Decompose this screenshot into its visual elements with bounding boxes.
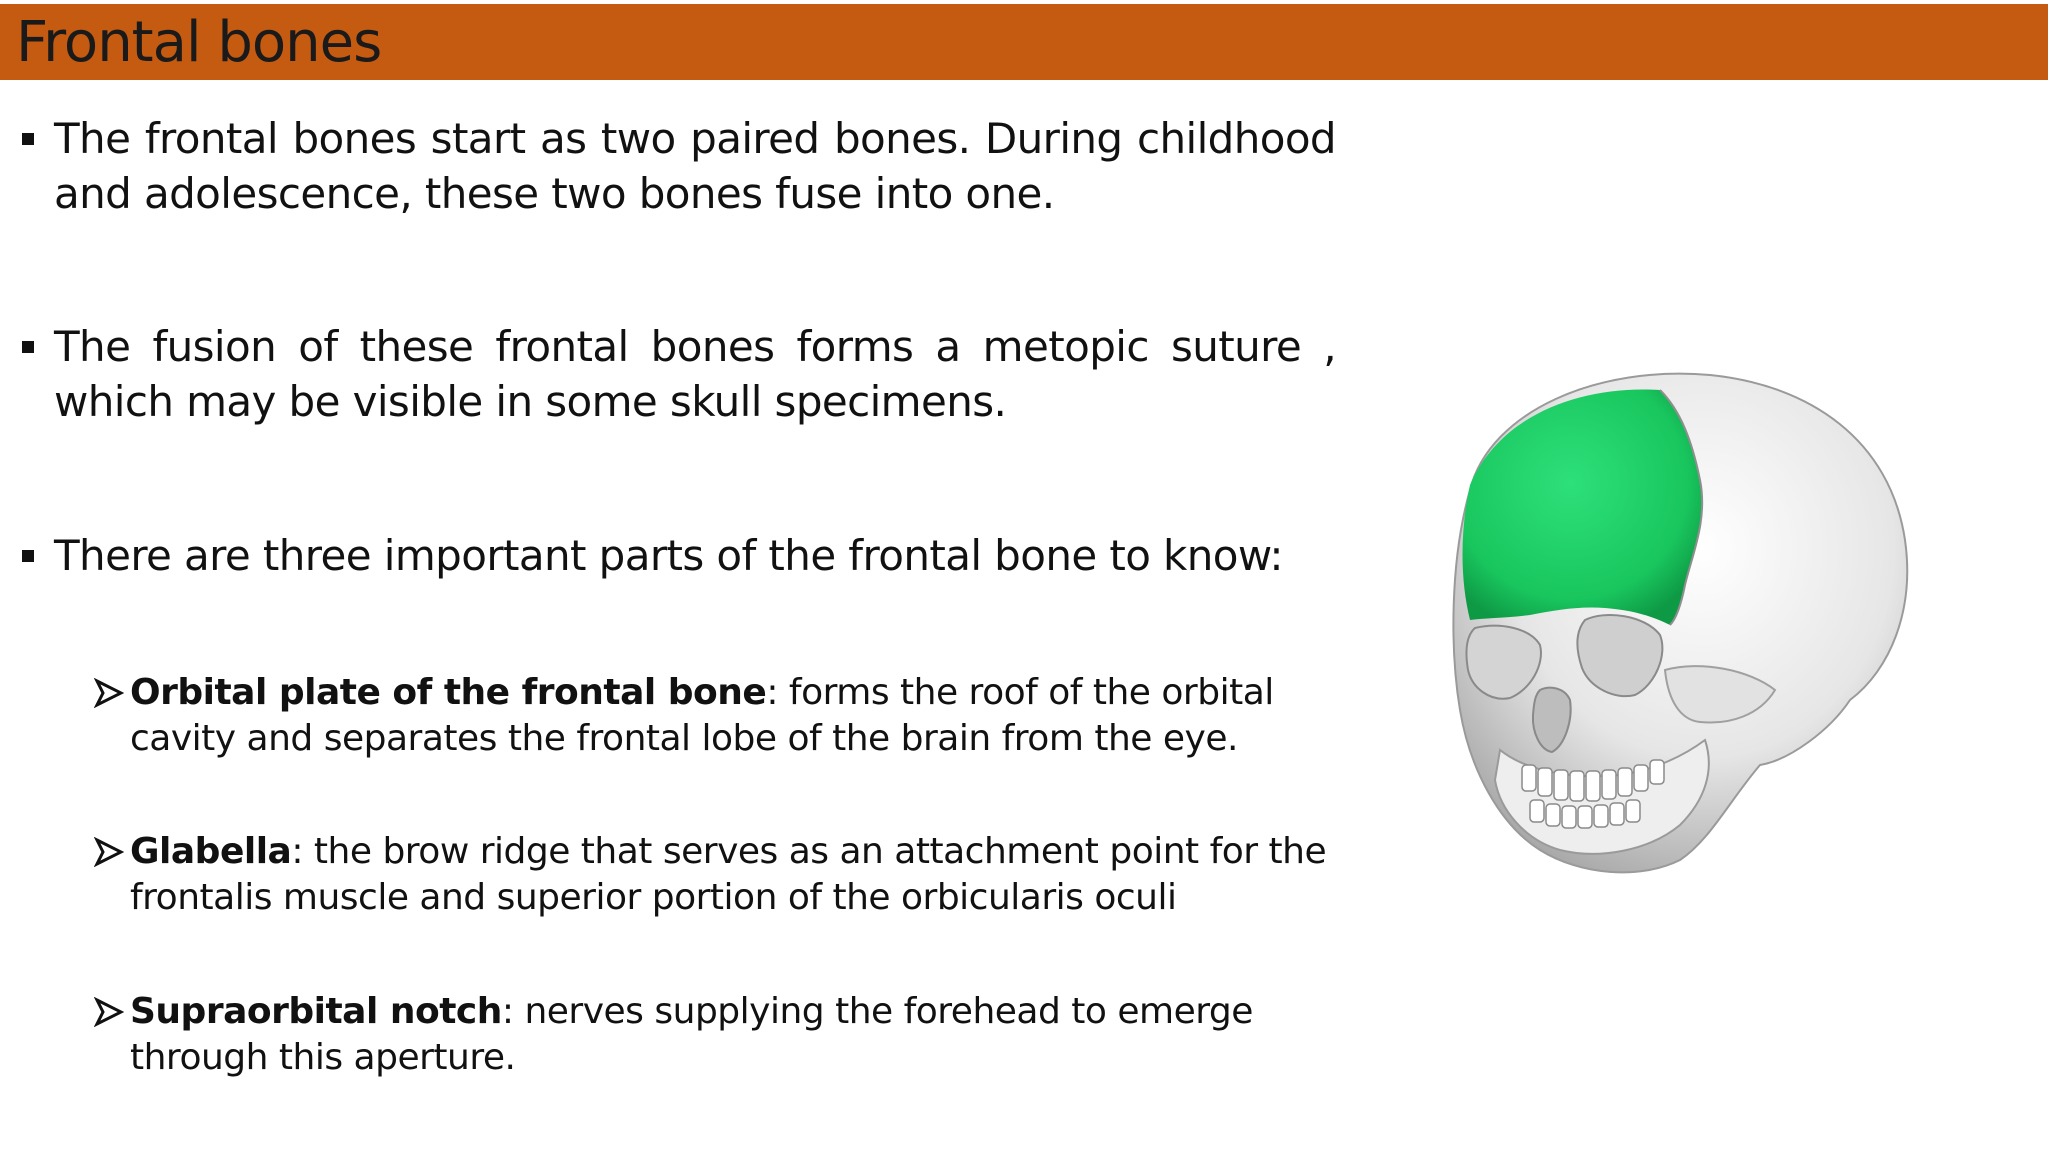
square-bullet-icon	[22, 341, 34, 353]
slide-title: Frontal bones	[16, 10, 382, 75]
arrowhead-bullet-icon	[94, 997, 124, 1027]
square-bullet-icon	[22, 133, 34, 145]
sub-bullet-item	[94, 829, 1344, 921]
sub-bullet-text	[130, 989, 1344, 1081]
bullet-item	[18, 111, 1336, 221]
arrowhead-bullet-icon	[94, 837, 124, 867]
term-description: : forms the roof of the orbital cavity and separates the frontal lobe of the brain from the eye.	[130, 672, 1274, 759]
term-label: Supraorbital notch	[130, 991, 502, 1032]
square-bullet-icon	[22, 550, 34, 562]
term-label: Glabella	[130, 831, 292, 872]
bullet-item	[18, 319, 1336, 429]
bullet-item	[18, 528, 1336, 583]
bullet-text: The frontal bones start as two paired bones. During childhood and adolescence, these two bones fuse into one.	[54, 114, 1336, 218]
sub-bullet-text	[130, 829, 1344, 921]
skull-frontal-bone-illustration	[1430, 370, 1930, 890]
term-description: : nerves supplying the forehead to emerge through this aperture.	[130, 991, 1253, 1078]
term-description: : the brow ridge that serves as an attachment point for the frontalis muscle and superior portion of the orbicularis oculi	[130, 831, 1327, 918]
bullet-text: There are three important parts of the frontal bone to know:	[54, 531, 1283, 580]
sub-bullet-text	[130, 670, 1344, 762]
frontal-bone-highlight	[1463, 389, 1703, 625]
term-label: Orbital plate of the frontal bone	[130, 672, 767, 713]
bullet-text: The fusion of these frontal bones forms a metopic suture , which may be visible in some skull specimens.	[54, 322, 1336, 426]
arrowhead-bullet-icon	[94, 678, 124, 708]
sub-bullet-item	[94, 670, 1344, 762]
sub-bullet-item	[94, 989, 1344, 1081]
title-bar	[0, 4, 2048, 80]
